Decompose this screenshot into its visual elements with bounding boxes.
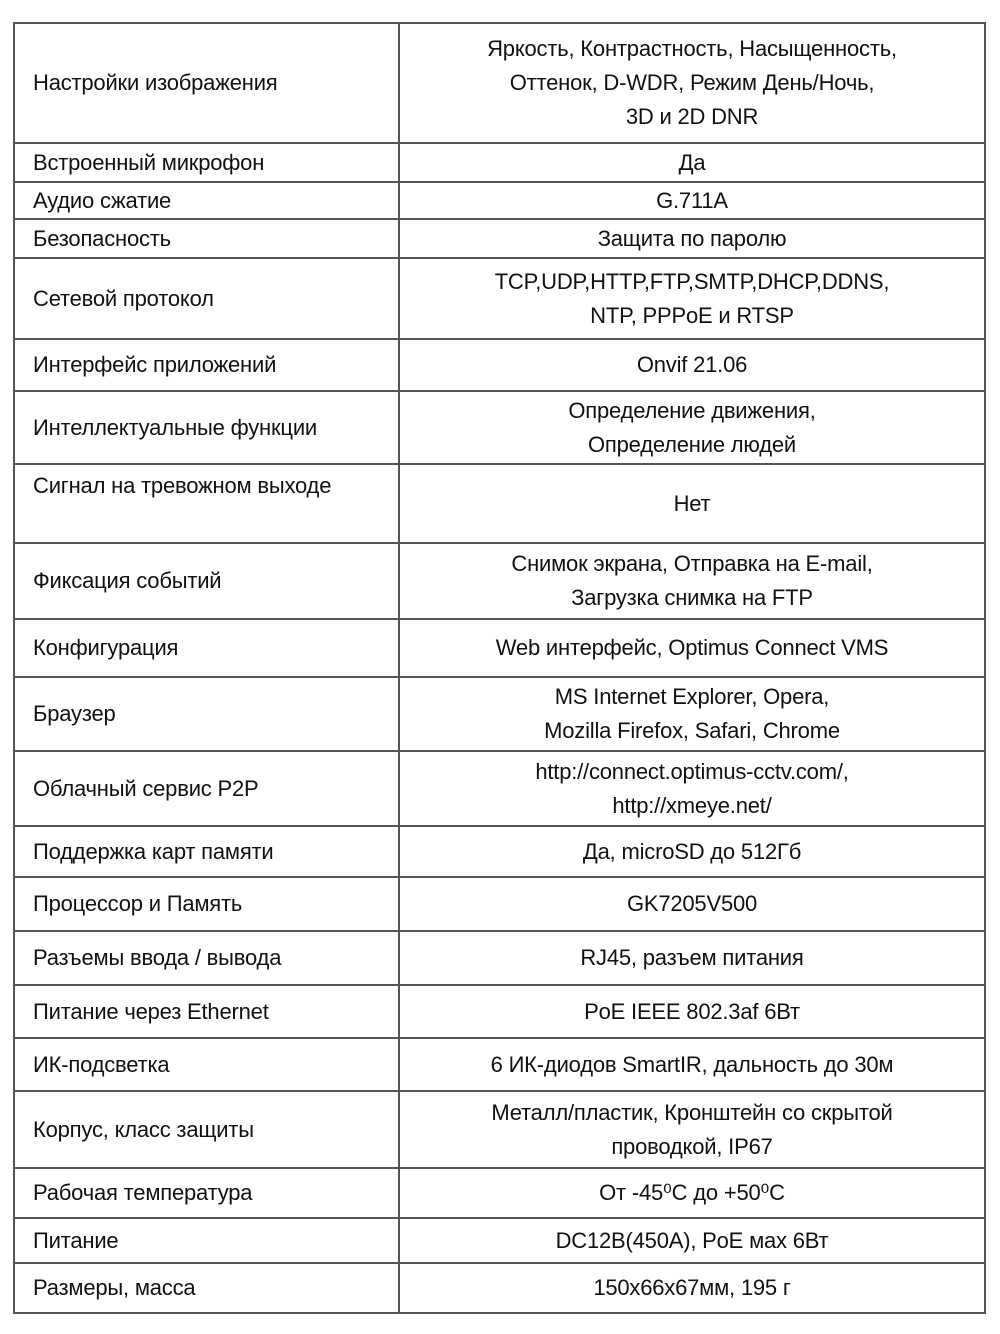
spec-value-line: 6 ИК-диодов SmartIR, дальность до 30м <box>490 1051 894 1077</box>
table-row <box>14 1263 985 1313</box>
spec-value-line: 3D и 2D DNR <box>625 104 759 129</box>
table-row <box>14 877 985 931</box>
table-row <box>14 826 985 877</box>
spec-value <box>399 1038 985 1091</box>
table-row <box>14 985 985 1038</box>
table-row <box>14 619 985 677</box>
table-row <box>14 1038 985 1091</box>
spec-value-line: NTP, PPPoE и RTSP <box>590 302 794 328</box>
spec-value <box>399 1168 985 1218</box>
spec-value-line: PoE IEEE 802.3af 6Вт <box>584 998 800 1024</box>
spec-value-line: От -45⁰С до +50⁰С <box>599 1180 785 1205</box>
spec-value-line: Определение людей <box>587 431 797 457</box>
spec-value-line: 150x66x67мм, 195 г <box>593 1275 791 1300</box>
spec-value-line: Оттенок, D-WDR, Режим День/Ночь, <box>509 70 875 95</box>
spec-value-line: Определение движения, <box>568 397 816 423</box>
spec-value-line: Нет <box>673 490 711 516</box>
table-row <box>14 219 985 258</box>
spec-name: Рабочая температура <box>14 1168 399 1218</box>
spec-value-line: G.711A <box>656 187 728 213</box>
table-row <box>14 931 985 985</box>
spec-value-line: Снимок экрана, Отправка на E-mail, <box>511 551 873 576</box>
spec-value <box>399 931 985 985</box>
spec-value-line: http://xmeye.net/ <box>612 792 772 818</box>
spec-value <box>399 1263 985 1313</box>
table-row <box>14 391 985 464</box>
spec-value-line: Web интерфейс, Optimus Connect VMS <box>495 635 889 660</box>
spec-value-line: Mozilla Firefox, Safari, Chrome <box>544 718 840 743</box>
spec-value-line: Металл/пластик, Кронштейн со скрытой <box>491 1099 893 1125</box>
spec-value <box>399 1218 985 1263</box>
spec-name: Интерфейс приложений <box>14 339 399 391</box>
spec-value-line: Да <box>678 149 706 175</box>
spec-name: Облачный сервис P2P <box>14 751 399 826</box>
spec-name: Процессор и Память <box>14 877 399 931</box>
table-row <box>14 1168 985 1218</box>
table-row <box>14 258 985 339</box>
spec-value-line: Загрузка снимка на FTP <box>571 585 813 610</box>
spec-value <box>399 1091 985 1168</box>
spec-value <box>399 677 985 751</box>
table-row <box>14 143 985 182</box>
spec-value <box>399 339 985 391</box>
table-row <box>14 182 985 219</box>
spec-value <box>399 23 985 143</box>
table-row <box>14 1091 985 1168</box>
spec-value <box>399 143 985 182</box>
spec-name: Питание <box>14 1218 399 1263</box>
table-row <box>14 543 985 619</box>
spec-value-line: Яркость, Контрастность, Насыщенность, <box>487 36 897 61</box>
spec-name: Корпус, класс защиты <box>14 1091 399 1168</box>
table-row <box>14 23 985 143</box>
spec-name: Браузер <box>14 677 399 751</box>
spec-name: Питание через Ethernet <box>14 985 399 1038</box>
spec-name: Фиксация событий <box>14 543 399 619</box>
spec-name: Размеры, масса <box>14 1263 399 1313</box>
spec-value-line: проводкой, IP67 <box>611 1133 773 1159</box>
spec-value-line: GK7205V500 <box>626 891 758 916</box>
spec-table <box>13 22 986 1314</box>
spec-value-line: RJ45, разъем питания <box>580 945 804 970</box>
spec-name: Настройки изображения <box>14 23 399 143</box>
spec-name: Аудио сжатие <box>14 182 399 219</box>
spec-name: ИК-подсветка <box>14 1038 399 1091</box>
spec-value <box>399 464 985 543</box>
spec-value-line: http://connect.optimus-cctv.com/, <box>535 758 849 784</box>
spec-name: Интеллектуальные функции <box>14 391 399 464</box>
spec-value <box>399 391 985 464</box>
spec-value <box>399 543 985 619</box>
spec-value-line: TCP,UDP,HTTP,FTP,SMTP,DHCP,DDNS, <box>494 268 890 294</box>
spec-name: Сигнал на тревожном выходе <box>14 464 399 543</box>
spec-name: Поддержка карт памяти <box>14 826 399 877</box>
spec-name: Разъемы ввода / вывода <box>14 931 399 985</box>
spec-value <box>399 219 985 258</box>
spec-value <box>399 985 985 1038</box>
spec-value-line: Да, microSD до 512Гб <box>582 838 802 864</box>
spec-value <box>399 182 985 219</box>
table-row <box>14 677 985 751</box>
table-row <box>14 751 985 826</box>
spec-value-line: DC12B(450A), PoE мах 6Вт <box>555 1227 829 1253</box>
spec-value <box>399 619 985 677</box>
spec-name: Конфигурация <box>14 619 399 677</box>
spec-value-line: Защита по паролю <box>597 225 787 251</box>
spec-name: Сетевой протокол <box>14 258 399 339</box>
spec-value <box>399 751 985 826</box>
spec-name: Безопасность <box>14 219 399 258</box>
spec-value <box>399 877 985 931</box>
spec-value <box>399 826 985 877</box>
spec-value-line: MS Internet Explorer, Opera, <box>554 684 830 709</box>
table-row <box>14 339 985 391</box>
table-row <box>14 1218 985 1263</box>
spec-value <box>399 258 985 339</box>
spec-name: Встроенный микрофон <box>14 143 399 182</box>
spec-value-line: Onvif 21.06 <box>636 352 748 377</box>
table-row <box>14 464 985 543</box>
